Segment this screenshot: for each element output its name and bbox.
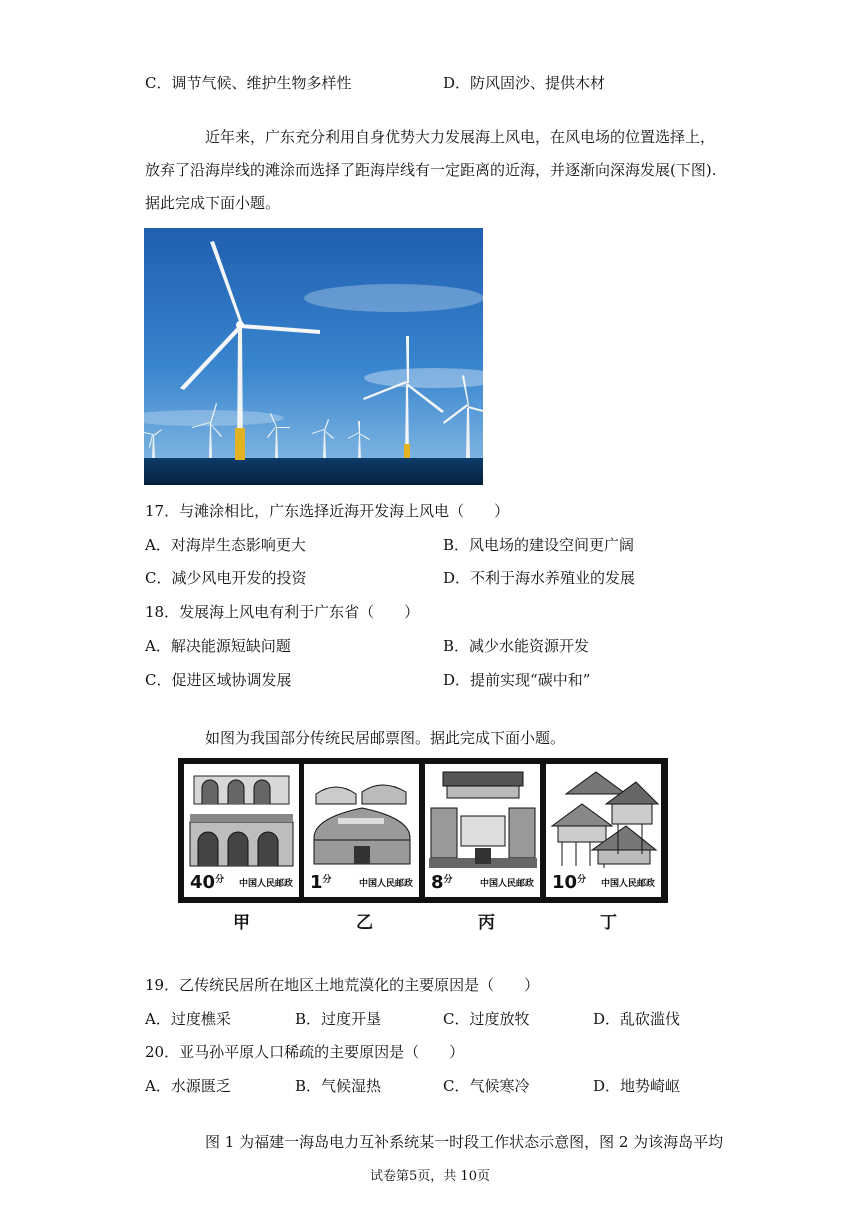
stamp-label-bing: 丙 (478, 913, 495, 933)
q18-option-d: D．提前实现“碳中和” (443, 671, 591, 689)
q17-stem: 17．与滩涂相比，广东选择近海开发海上风电（ ） (145, 502, 510, 520)
stamp-jia-post: 中国人民邮政 (238, 879, 293, 889)
traditional-dwelling-stamps-figure (178, 758, 668, 903)
stamp-jia-value: $40^分$ (190, 872, 225, 893)
q16-option-c: C．调节气候、维护生物多样性 (145, 74, 352, 92)
stamp-label-yi: 乙 (356, 913, 373, 933)
stamp-label-ding: 丁 (600, 913, 617, 933)
stamp-ding-value: $10^分$ (552, 872, 587, 893)
q19-option-d: D．乱砍滥伐 (593, 1010, 681, 1028)
stamp-bing-value: $8^分$ (431, 872, 453, 893)
passage-island-power: 图 1 为福建一海岛电力互补系统某一时段工作状态示意图，图 2 为该海岛平均 (205, 1133, 724, 1151)
stamp-yi (304, 764, 419, 897)
stamp-bing (425, 764, 540, 897)
offshore-wind-farm-photo (144, 228, 483, 485)
q18-option-c: C．促进区域协调发展 (145, 671, 292, 689)
stamp-ding (546, 764, 661, 897)
q19-option-c: C．过度放牧 (443, 1010, 530, 1028)
q20-option-a: A．水源匮乏 (145, 1077, 231, 1095)
stamp-jia (184, 764, 299, 897)
q18-stem: 18．发展海上风电有利于广东省（ ） (145, 603, 420, 621)
passage-line-3: 据此完成下面小题。 (145, 194, 281, 212)
stamp-yi-value: $1^分$ (310, 872, 332, 893)
q18-option-a: A．解决能源短缺问题 (145, 637, 291, 655)
passage-line-2: 放弃了沿海岸线的滩涂而选择了距海岸线有一定距离的近海，并逐渐向深海发展(下图). (145, 161, 717, 179)
q18-option-b: B．减少水能资源开发 (443, 637, 590, 655)
stamp-label-jia: 甲 (233, 913, 250, 933)
page-footer: 试卷第5页，共 10页 (370, 1169, 490, 1184)
q17-option-c: C．减少风电开发的投资 (145, 569, 307, 587)
q20-option-c: C．气候寒冷 (443, 1077, 530, 1095)
q17-option-d: D．不利于海水养殖业的发展 (443, 569, 636, 587)
q20-option-d: D．地势崎岖 (593, 1077, 681, 1095)
stamp-bing-post: 中国人民邮政 (479, 879, 534, 889)
stamp-ding-post: 中国人民邮政 (600, 879, 655, 889)
q19-option-b: B．过度开垦 (295, 1010, 382, 1028)
passage-line-1: 近年来，广东充分利用自身优势大力发展海上风电，在风电场的位置选择上， (205, 128, 716, 146)
q17-option-a: A．对海岸生态影响更大 (145, 536, 306, 554)
q19-option-a: A．过度樵采 (145, 1010, 231, 1028)
passage-wind-power (145, 121, 725, 220)
stamp-yi-post: 中国人民邮政 (358, 879, 413, 889)
q19-stem: 19．乙传统民居所在地区土地荒漠化的主要原因是（ ） (145, 976, 540, 994)
q17-option-b: B．风电场的建设空间更广阔 (443, 536, 635, 554)
q20-stem: 20．亚马孙平原人口稀疏的主要原因是（ ） (145, 1043, 465, 1061)
q20-option-b: B．气候湿热 (295, 1077, 382, 1095)
q16-option-d: D．防风固沙、提供木材 (443, 74, 606, 92)
passage-stamps: 如图为我国部分传统民居邮票图。据此完成下面小题。 (205, 729, 566, 747)
